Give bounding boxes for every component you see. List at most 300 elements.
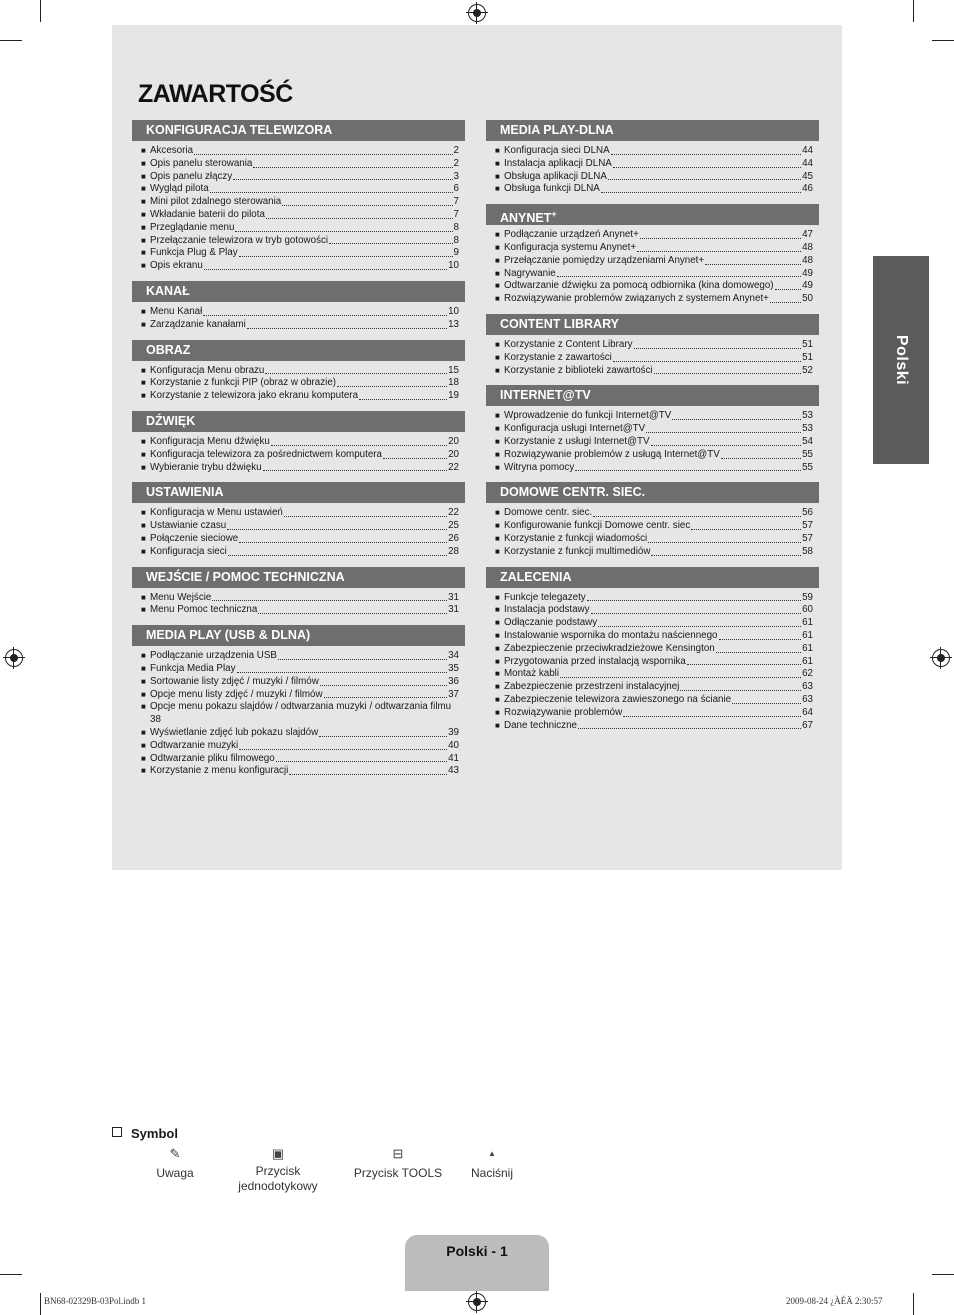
toc-entry	[495, 668, 819, 681]
dot-leader	[266, 218, 453, 219]
toc-entry-page: 26	[448, 532, 459, 544]
dot-leader	[640, 238, 801, 239]
toc-entry	[495, 630, 819, 643]
press-icon: ▲	[488, 1149, 496, 1158]
square-bullet-icon: ■	[495, 656, 500, 666]
section-title: ZALECENIA	[500, 569, 572, 584]
square-bullet-icon: ■	[141, 306, 146, 316]
square-bullet-icon: ■	[495, 352, 500, 362]
toc-entry	[141, 196, 465, 209]
toc-entry-page: 20	[448, 435, 459, 447]
toc-entry-title: Sortowanie listy zdjęć / muzyki / filmów	[150, 675, 319, 687]
square-bullet-icon: ■	[141, 546, 146, 556]
toc-entry-page: 40	[448, 739, 459, 751]
square-bullet-icon: ■	[495, 411, 500, 421]
toc-entry-page: 7	[453, 196, 459, 208]
dot-leader	[319, 736, 447, 737]
section-item-list	[486, 406, 819, 474]
dot-leader	[383, 458, 447, 459]
square-bullet-icon: ■	[141, 689, 146, 699]
toc-entry	[141, 235, 465, 248]
square-bullet-icon: ■	[141, 261, 146, 271]
square-bullet-icon: ■	[495, 508, 500, 518]
square-bullet-icon: ■	[141, 184, 146, 194]
dot-leader	[680, 690, 801, 691]
section-header	[132, 567, 465, 588]
section-header	[486, 314, 819, 335]
dot-leader	[276, 761, 447, 762]
square-bullet-icon: ■	[495, 339, 500, 349]
crop-mark	[913, 0, 914, 22]
toc-entry	[495, 229, 819, 242]
dot-leader	[278, 659, 447, 660]
square-bullet-icon: ■	[495, 707, 500, 717]
section-gap	[132, 474, 465, 482]
square-bullet-icon: ■	[141, 222, 146, 232]
toc-entry	[495, 720, 819, 733]
symbol-heading-label: Symbol	[131, 1126, 178, 1141]
contents-column-right	[486, 120, 819, 732]
square-bullet-icon: ■	[495, 720, 500, 730]
toc-entry-page: 56	[802, 507, 813, 519]
dot-leader	[560, 677, 801, 678]
toc-entry-title: Odłączanie podstawy	[504, 617, 598, 629]
section-item-list	[486, 225, 819, 306]
toc-entry-title: Konfiguracja Menu dźwięku	[150, 435, 270, 447]
square-bullet-icon: ■	[495, 424, 500, 434]
toc-entry-page: 36	[448, 675, 459, 687]
toc-entry	[495, 339, 819, 352]
square-bullet-icon: ■	[141, 146, 146, 155]
toc-entry-title: Korzystanie z funkcji multimediów	[504, 545, 651, 557]
toc-entry-page: 6	[453, 183, 459, 195]
symbol-label: Przycisk jednodotykowy	[238, 1164, 318, 1193]
toc-entry-page: 25	[448, 520, 459, 532]
toc-entry	[141, 507, 465, 520]
square-bullet-icon: ■	[495, 643, 500, 653]
toc-entry-page: 15	[448, 364, 459, 376]
toc-entry	[495, 694, 819, 707]
toc-entry-title: Korzystanie z funkcji PIP (obraz w obrazie)	[150, 377, 337, 389]
toc-entry-title: Korzystanie z menu konfiguracji	[150, 765, 289, 777]
toc-entry	[495, 681, 819, 694]
toc-entry	[495, 617, 819, 630]
toc-entry-title: Konfiguracja sieci DLNA	[504, 145, 610, 156]
dot-leader	[329, 243, 452, 244]
registration-mark-icon	[468, 1293, 486, 1311]
toc-entry-title: Konfiguracja telewizora za pośrednictwem komputera	[150, 448, 382, 460]
section-gap	[132, 559, 465, 567]
toc-entry-page: 9	[453, 247, 459, 259]
section-title: MEDIA PLAY (USB & DLNA)	[146, 628, 311, 643]
toc-entry-title: Rozwiązywanie problemów z usługą Internet@TV	[504, 448, 720, 460]
toc-entry-page: 64	[802, 706, 813, 718]
square-bullet-icon: ■	[495, 230, 500, 240]
toc-entry-title: Odtwarzanie dźwięku za pomocą odbiornika (kina domowego)	[504, 280, 774, 292]
toc-entry-title: Zabezpieczenie przestrzeni instalacyjnej	[504, 681, 680, 693]
toc-entry	[495, 533, 819, 546]
section-title: OBRAZ	[146, 342, 191, 357]
toc-entry-page: 51	[802, 351, 813, 363]
toc-entry	[141, 260, 465, 273]
dot-leader	[239, 542, 447, 543]
square-bullet-icon: ■	[141, 521, 146, 531]
toc-entry-page: 61	[802, 617, 813, 629]
dot-leader	[591, 613, 802, 614]
toc-entry	[141, 209, 465, 222]
toc-entry-page: 2	[453, 145, 459, 156]
dot-leader	[271, 445, 447, 446]
square-bullet-icon: ■	[495, 682, 500, 692]
toc-entry-title: Odtwarzanie pliku filmowego	[150, 752, 275, 764]
toc-entry	[141, 183, 465, 196]
dot-leader	[651, 555, 801, 556]
toc-entry-title: Odtwarzanie muzyki	[150, 739, 239, 751]
dot-leader	[258, 613, 447, 614]
toc-entry-page: 59	[802, 591, 813, 603]
toc-entry-title: Przeglądanie menu	[150, 221, 235, 233]
square-bullet-icon: ■	[495, 255, 500, 265]
toc-entry	[495, 436, 819, 449]
toc-entry	[141, 306, 465, 319]
toc-entry-page-line	[141, 714, 459, 727]
dot-leader	[359, 399, 447, 400]
section-header	[486, 204, 819, 225]
toc-entry	[141, 222, 465, 235]
square-bullet-icon: ■	[495, 618, 500, 628]
toc-entry-page: 47	[802, 229, 813, 241]
toc-entry-title: Opis ekranu	[150, 260, 203, 272]
section-title: KANAŁ	[146, 283, 190, 298]
square-bullet-icon: ■	[495, 365, 500, 375]
toc-entry-page: 37	[448, 688, 459, 700]
toc-entry	[141, 592, 465, 605]
symbol-tools	[348, 1146, 448, 1180]
dot-leader	[598, 626, 801, 627]
toc-entry-page: 50	[802, 293, 813, 305]
toc-entry-title: Opcje menu listy zdjęć / muzyki / filmów	[150, 688, 323, 700]
toc-entry	[141, 753, 465, 766]
toc-entry	[495, 410, 819, 423]
toc-entry	[495, 268, 819, 281]
square-bullet-icon: ■	[495, 281, 500, 291]
dot-leader	[239, 256, 453, 257]
square-bullet-icon: ■	[141, 378, 146, 388]
toc-entry-page: 44	[802, 157, 813, 169]
crop-mark	[932, 1274, 954, 1275]
section-header	[132, 340, 465, 361]
symbol-press	[462, 1146, 522, 1180]
toc-entry-page: 34	[448, 650, 459, 662]
toc-entry-title: Witryna pomocy	[504, 461, 575, 473]
tools-icon: ⊟	[392, 1146, 404, 1161]
dot-leader	[237, 672, 448, 673]
registration-mark-icon	[5, 649, 23, 667]
square-bullet-icon: ■	[141, 436, 146, 446]
dot-leader	[263, 470, 448, 471]
toc-entry	[495, 462, 819, 475]
crop-mark	[40, 1293, 41, 1315]
square-bullet-icon: ■	[495, 158, 500, 168]
dot-leader	[601, 192, 801, 193]
toc-entry-page: 58	[802, 545, 813, 557]
toc-entry-title: Konfiguracja systemu Anynet+	[504, 241, 637, 253]
toc-entry	[141, 533, 465, 546]
toc-entry-title: Podłączanie urządzeń Anynet+	[504, 229, 639, 241]
checkbox-bullet-icon	[112, 1127, 122, 1137]
toc-entry	[141, 520, 465, 533]
section-item-list	[132, 432, 465, 474]
toc-entry-title: Akcesoria	[150, 145, 194, 156]
section-item-list	[132, 646, 465, 778]
section-item-list	[132, 302, 465, 332]
section-header	[486, 567, 819, 588]
toc-entry-title: Wybieranie trybu dźwięku	[150, 461, 262, 473]
toc-entry-title: Przełączanie pomiędzy urządzeniami Anynet+	[504, 254, 705, 266]
toc-entry-title: Korzystanie z usługi Internet@TV	[504, 435, 650, 447]
toc-entry-page: 54	[802, 435, 813, 447]
toc-entry-page: 19	[448, 390, 459, 402]
square-bullet-icon: ■	[495, 533, 500, 543]
section-item-list	[132, 361, 465, 403]
language-tab	[873, 256, 929, 464]
square-bullet-icon: ■	[141, 740, 146, 750]
square-bullet-icon: ■	[495, 521, 500, 531]
toc-entry	[141, 740, 465, 753]
toc-entry-title: Korzystanie z biblioteki zawartości	[504, 364, 653, 376]
toc-entry-page: 63	[802, 693, 813, 705]
section-gap	[486, 377, 819, 385]
square-bullet-icon: ■	[141, 449, 146, 459]
square-bullet-icon: ■	[141, 676, 146, 686]
square-bullet-icon: ■	[141, 158, 146, 168]
toc-entry-title: Korzystanie z funkcji wiadomości	[504, 532, 648, 544]
toc-entry-title: Mini pilot zdalnego sterowania	[150, 196, 282, 208]
square-bullet-icon: ■	[495, 436, 500, 446]
toc-entry	[495, 293, 819, 306]
section-gap	[132, 273, 465, 281]
dot-leader	[732, 703, 801, 704]
square-bullet-icon: ■	[141, 391, 146, 401]
dot-leader	[719, 639, 802, 640]
toc-entry-title: Instalowanie wspornika do montażu naściennego	[504, 629, 718, 641]
section-item-list	[132, 503, 465, 558]
dot-leader	[691, 529, 801, 530]
section-header	[132, 281, 465, 302]
toc-entry	[495, 423, 819, 436]
symbol-label: Przycisk TOOLS	[353, 1166, 443, 1180]
square-bullet-icon: ■	[495, 268, 500, 278]
dot-leader	[634, 348, 802, 349]
toc-entry	[495, 352, 819, 365]
dot-leader	[716, 652, 801, 653]
toc-entry-title: Konfiguracja w Menu ustawień	[150, 507, 283, 519]
square-bullet-icon: ■	[495, 605, 500, 615]
toc-entry-page: 10	[448, 305, 459, 317]
section-gap	[486, 306, 819, 314]
dot-leader	[557, 276, 801, 277]
section-gap	[132, 617, 465, 625]
toc-entry	[495, 604, 819, 617]
toc-entry	[495, 546, 819, 559]
dot-leader	[320, 685, 447, 686]
section-title: CONTENT LIBRARY	[500, 316, 619, 331]
toc-entry-title: Podłączanie urządzenia USB	[150, 650, 277, 662]
square-bullet-icon: ■	[141, 365, 146, 375]
toc-entry-title: Rozwiązywanie problemów	[504, 706, 623, 718]
dot-leader	[578, 728, 801, 729]
section-header	[132, 482, 465, 503]
toc-entry	[141, 765, 465, 778]
dot-leader	[613, 167, 801, 168]
toc-entry-title: Montaż kabli	[504, 668, 559, 680]
toc-entry	[495, 280, 819, 293]
toc-entry	[141, 365, 465, 378]
toc-entry-title: Konfigurowanie funkcji Domowe centr. siec	[504, 520, 691, 532]
dot-leader	[672, 419, 801, 420]
one-touch-icon: ▣	[271, 1146, 285, 1161]
square-bullet-icon: ■	[141, 171, 146, 181]
toc-entry-page: 8	[453, 221, 459, 233]
toc-entry-title: Domowe centr. siec.	[504, 507, 593, 519]
contents-column-left	[132, 120, 465, 778]
toc-entry	[141, 650, 465, 663]
dot-leader	[265, 373, 447, 374]
toc-entry-title: Konfiguracja usługi Internet@TV	[504, 423, 646, 435]
dot-leader	[587, 600, 801, 601]
page-number-tab	[405, 1235, 549, 1291]
toc-entry-page: 39	[448, 726, 459, 738]
dot-leader	[775, 289, 802, 290]
dot-leader	[284, 516, 447, 517]
toc-entry-page: 44	[802, 145, 813, 156]
toc-entry	[141, 689, 465, 702]
toc-entry-page: 18	[448, 377, 459, 389]
crop-mark	[40, 0, 41, 22]
toc-entry-page: 38	[150, 714, 161, 726]
toc-entry-title: Korzystanie z Content Library	[504, 338, 633, 350]
toc-entry-page: 10	[448, 260, 459, 272]
square-bullet-icon: ■	[495, 146, 500, 155]
section-item-list	[486, 141, 819, 196]
dot-leader	[194, 154, 453, 155]
toc-entry-page: 22	[448, 461, 459, 473]
section-title: WEJŚCIE / POMOC TECHNICZNA	[146, 569, 345, 584]
toc-entry-title: Menu Kanał	[150, 305, 203, 317]
toc-entry	[495, 242, 819, 255]
dot-leader	[337, 386, 447, 387]
toc-entry-page: 48	[802, 254, 813, 266]
square-bullet-icon: ■	[141, 319, 146, 329]
toc-entry-page: 35	[448, 662, 459, 674]
toc-entry-page: 31	[448, 591, 459, 603]
square-bullet-icon: ■	[495, 462, 500, 472]
square-bullet-icon: ■	[141, 248, 146, 258]
dot-leader	[721, 458, 801, 459]
toc-entry-title: Nagrywanie	[504, 267, 556, 279]
dot-leader	[239, 749, 447, 750]
dot-leader	[203, 315, 447, 316]
page-title: ZAWARTOŚĆ	[138, 80, 293, 108]
toc-entry	[141, 701, 465, 727]
section-item-list	[132, 588, 465, 618]
toc-entry	[141, 319, 465, 332]
dot-leader	[212, 600, 447, 601]
square-bullet-icon: ■	[141, 592, 146, 602]
section-title: DŹWIĘK	[146, 413, 196, 428]
toc-entry-title: Opis panelu sterowania	[150, 157, 253, 169]
section-item-list	[486, 588, 819, 733]
toc-entry-page: 61	[802, 655, 813, 667]
section-title: MEDIA PLAY-DLNA	[500, 123, 614, 137]
toc-entry	[141, 390, 465, 403]
toc-entry	[141, 462, 465, 475]
toc-entry-page: 45	[802, 170, 813, 182]
toc-entry	[141, 171, 465, 184]
toc-entry-title: Korzystanie z telewizora jako ekranu komputera	[150, 390, 359, 402]
crop-mark	[932, 40, 954, 41]
square-bullet-icon: ■	[495, 694, 500, 704]
square-bullet-icon: ■	[141, 702, 146, 712]
toc-entry-title: Wkładanie baterii do pilota	[150, 208, 265, 220]
toc-entry-title: Funkcja Media Play	[150, 662, 236, 674]
toc-entry	[495, 707, 819, 720]
registration-mark-icon	[468, 4, 486, 22]
toc-entry-page: 43	[448, 765, 459, 777]
square-bullet-icon: ■	[141, 663, 146, 673]
section-header	[132, 625, 465, 646]
square-bullet-icon: ■	[495, 184, 500, 194]
dot-leader	[608, 179, 801, 180]
toc-entry-title: Funkcje telegazety	[504, 591, 586, 603]
dot-leader	[611, 154, 801, 155]
toc-entry	[495, 365, 819, 378]
toc-entry-title: Wyświetlanie zdjęć lub pokazu slajdów	[150, 726, 319, 738]
toc-entry-title: Obsługa funkcji DLNA	[504, 183, 600, 195]
toc-entry-title: Zabezpieczenie telewizora zawieszonego na ścianie	[504, 693, 732, 705]
language-tab-label: Polski	[893, 334, 910, 386]
toc-entry-page: 67	[802, 719, 813, 731]
toc-entry-page: 55	[802, 461, 813, 473]
dot-leader	[648, 542, 801, 543]
toc-entry	[141, 727, 465, 740]
toc-entry-page: 57	[802, 520, 813, 532]
square-bullet-icon: ■	[495, 242, 500, 252]
toc-entry	[141, 676, 465, 689]
dot-leader	[651, 445, 802, 446]
toc-entry-title: Przełączanie telewizora w tryb gotowości	[150, 234, 329, 246]
toc-entry	[495, 520, 819, 533]
section-gap	[132, 403, 465, 411]
square-bullet-icon: ■	[141, 605, 146, 615]
dot-leader	[289, 774, 447, 775]
section-gap	[486, 474, 819, 482]
section-gap	[132, 332, 465, 340]
toc-entry	[141, 546, 465, 559]
dot-leader	[654, 373, 801, 374]
section-title: ANYNET	[500, 211, 552, 226]
section-title: KONFIGURACJA TELEWIZORA	[146, 123, 333, 137]
toc-entry-title: Połączenie sieciowe	[150, 532, 239, 544]
toc-entry-title: Menu Pomoc techniczna	[150, 604, 258, 616]
section-header	[486, 120, 819, 141]
toc-entry	[495, 145, 819, 158]
crop-mark	[0, 40, 22, 41]
dot-leader	[646, 432, 801, 433]
dot-leader	[233, 179, 452, 180]
dot-leader	[235, 231, 452, 232]
toc-entry-title: Przygotowania przed instalacją wspornika	[504, 655, 686, 667]
